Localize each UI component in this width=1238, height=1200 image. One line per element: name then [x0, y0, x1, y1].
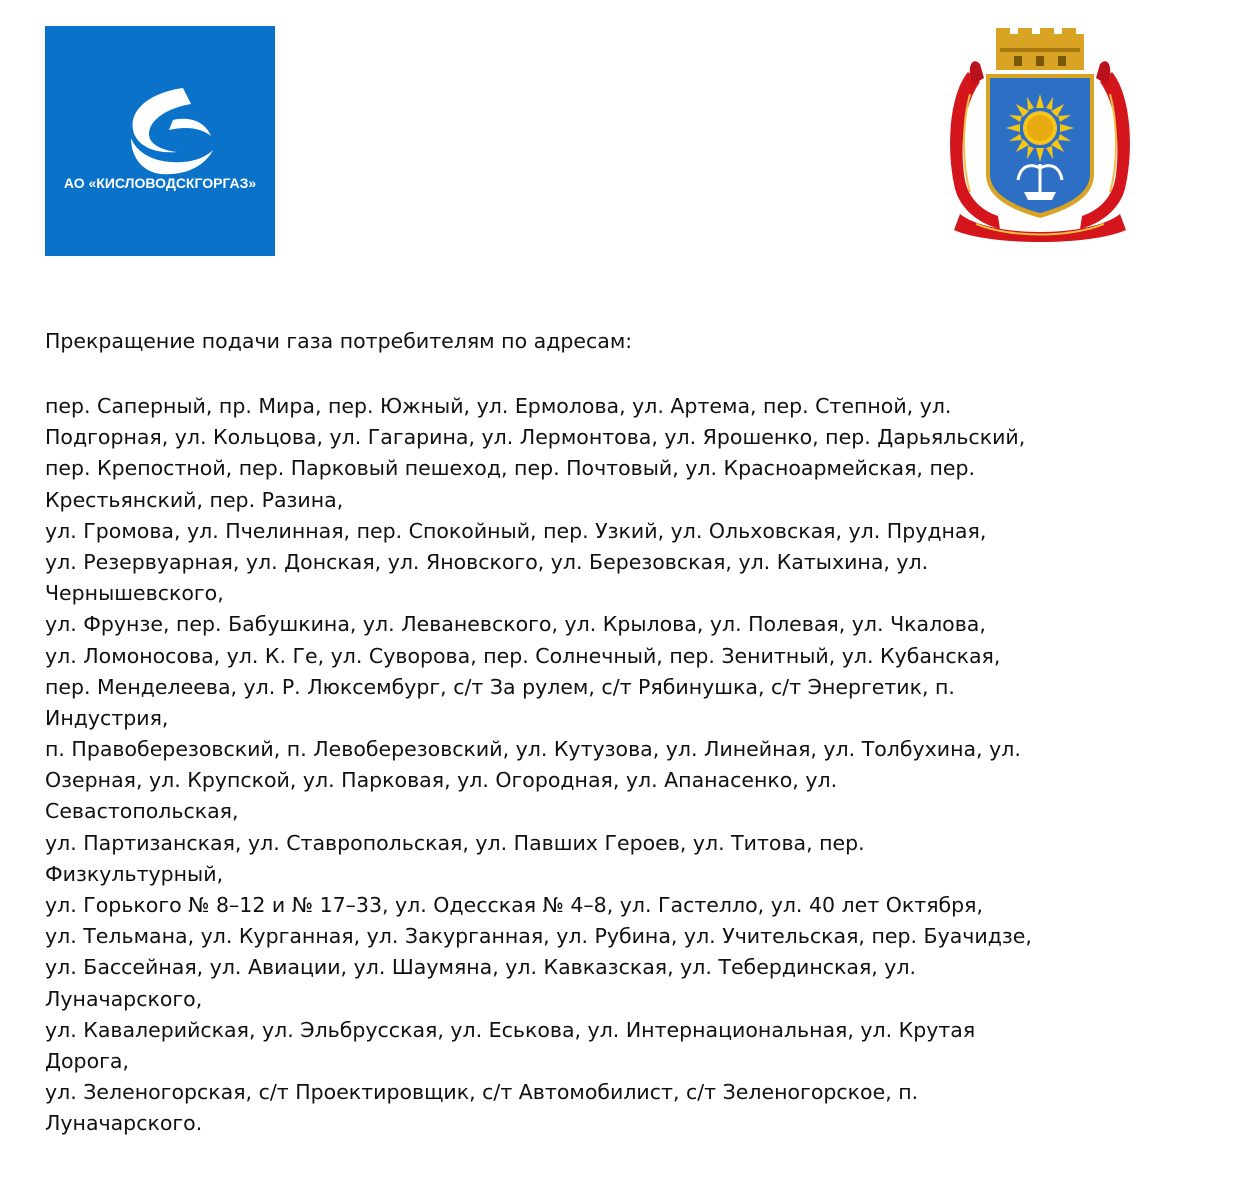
address-line: Физкультурный,	[45, 861, 224, 886]
address-line: ул. Кавалерийская, ул. Эльбрусская, ул. Еськова, ул. Интернациональная, ул. Крутая	[45, 1017, 976, 1042]
company-logo	[45, 26, 275, 256]
address-line: ул. Фрунзе, пер. Бабушкина, ул. Леваневского, ул. Крылова, ул. Полевая, ул. Чкалова,	[45, 612, 986, 637]
address-line: Подгорная, ул. Кольцова, ул. Гагарина, ул. Лермонтова, ул. Ярошенко, пер. Дарьяльский,	[45, 425, 1026, 450]
gas-flame-icon	[45, 26, 275, 256]
address-line: Дорога,	[45, 1048, 129, 1073]
address-line: ул. Ломоносова, ул. К. Ге, ул. Суворова, пер. Солнечный, пер. Зенитный, ул. Кубанская,	[45, 643, 1001, 668]
address-line: п. Правоберезовский, п. Левоберезовский, ул. Кутузова, ул. Линейная, ул. Толбухина, ул.	[45, 737, 1021, 762]
address-line: Крестьянский, пер. Разина,	[45, 487, 344, 512]
address-line: Севастопольская,	[45, 799, 239, 824]
address-line: ул. Тельмана, ул. Курганная, ул. Закурганная, ул. Рубина, ул. Учительская, пер. Буачидзе,	[45, 924, 1032, 949]
address-line: пер. Саперный, пр. Мира, пер. Южный, ул. Ермолова, ул. Артема, пер. Степной, ул.	[45, 394, 952, 418]
address-line: пер. Крепостной, пер. Парковый пешеход, пер. Почтовый, ул. Красноармейская, пер.	[45, 456, 975, 481]
coat-of-arms	[940, 24, 1140, 246]
address-line: ул. Громова, ул. Пчелинная, пер. Спокойный, пер. Узкий, ул. Ольховская, ул. Прудная,	[45, 518, 987, 543]
address-line: Чернышевского,	[45, 581, 224, 606]
address-line: Индустрия,	[45, 705, 169, 730]
address-line: Луначарского.	[45, 1111, 203, 1136]
address-line: ул. Бассейная, ул. Авиации, ул. Шаумяна, ул. Кавказская, ул. Тебердинская, ул.	[45, 955, 917, 980]
logo-text: АО «КИСЛОВОДСКГОРГАЗ»	[63, 175, 257, 191]
address-line: ул. Горького № 8–12 и № 17–33, ул. Одесская № 4–8, ул. Гастелло, ул. 40 лет Октября,	[45, 893, 984, 917]
address-line: пер. Менделеева, ул. Р. Люксембург, с/т За рулем, с/т Рябинушка, с/т Энергетик, п.	[45, 674, 955, 699]
address-line: ул. Резервуарная, ул. Донская, ул. Яновского, ул. Березовская, ул. Катыхина, ул.	[45, 549, 929, 574]
address-list	[45, 391, 1225, 1140]
address-line: ул. Зеленогорская, с/т Проектировщик, с/т Автомобилист, с/т Зеленогорское, п.	[45, 1080, 919, 1105]
kislovodsk-coat-of-arms-icon	[940, 24, 1140, 246]
address-line: Озерная, ул. Крупской, ул. Парковая, ул. Огородная, ул. Апанасенко, ул.	[45, 768, 838, 793]
address-line: ул. Партизанская, ул. Ставропольская, ул. Павших Героев, ул. Титова, пер.	[45, 830, 865, 855]
address-line: Луначарского,	[45, 986, 203, 1011]
page-title: Прекращение подачи газа потребителям по адресам:	[45, 329, 633, 353]
